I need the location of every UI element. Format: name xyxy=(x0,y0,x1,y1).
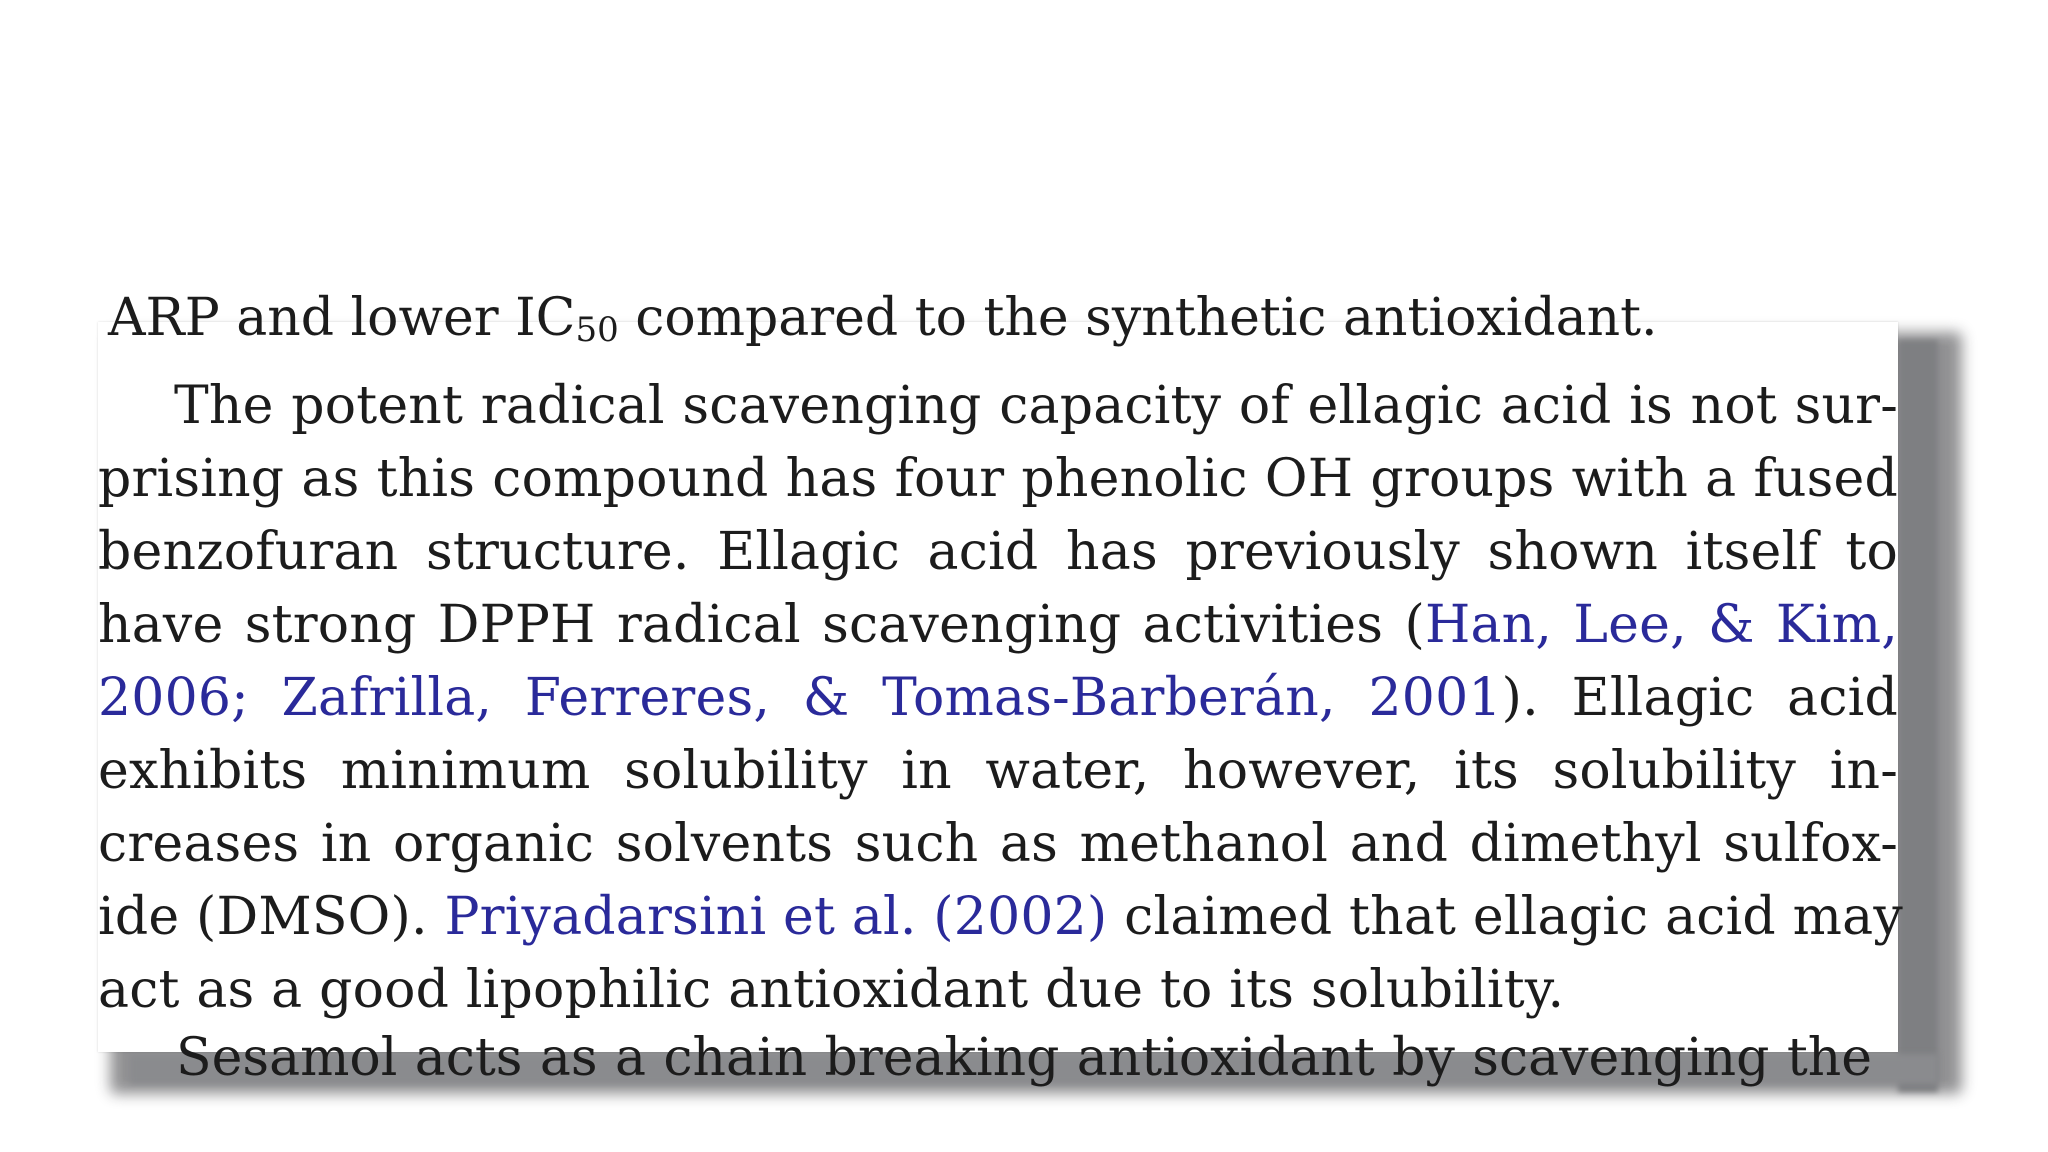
paragraph-line-2: prising as this compound has four phenolic OH groups with a fused xyxy=(98,449,1898,509)
paragraph-line-5 xyxy=(98,662,1898,735)
paragraph-line-1: The potent radical scavenging capacity of ellagic acid is not sur- xyxy=(174,376,1898,436)
paragraph-line-3: benzofuran structure. Ellagic acid has previously shown itself to xyxy=(98,522,1898,582)
paragraph-line-8 xyxy=(98,881,1903,954)
line4-text: have strong DPPH radical scavenging activities ( xyxy=(98,595,1425,655)
line8-text: ide (DMSO). xyxy=(98,887,445,947)
paragraph-line-9: act as a good lipophilic antioxidant due to its solubility. xyxy=(98,960,1565,1020)
cut-line-part2: compared to the synthetic antioxidant. xyxy=(618,288,1658,348)
paragraph-line-7: creases in organic solvents such as methanol and dimethyl sulfox- xyxy=(98,814,1898,874)
document-excerpt xyxy=(98,288,1903,1088)
citation-link-han-lee-kim[interactable]: Han, Lee, & Kim, xyxy=(1424,595,1898,655)
citation-link-zafrilla[interactable]: 2006; Zafrilla, Ferreres, & Tomas-Barberán, 2001 xyxy=(98,668,1502,728)
cut-off-next-line: Sesamol acts as a chain breaking antioxidant by scavenging the xyxy=(176,1028,1872,1088)
line8-text2: claimed that ellagic acid may xyxy=(1107,887,1903,947)
cut-line-part1: ARP and lower IC xyxy=(108,288,576,348)
paragraph-ellagic-acid xyxy=(98,370,1903,1027)
cut-off-previous-line xyxy=(108,282,1872,355)
ic50-subscript: 50 xyxy=(575,310,619,350)
line5-text: ). Ellagic acid xyxy=(1501,668,1898,728)
citation-link-priyadarsini[interactable]: Priyadarsini et al. (2002) xyxy=(444,887,1108,947)
paragraph-line-4 xyxy=(98,589,1898,662)
page-shadow-right-edge xyxy=(1898,340,1938,1092)
paragraph-line-6: exhibits minimum solubility in water, however, its solubility in- xyxy=(98,741,1898,801)
